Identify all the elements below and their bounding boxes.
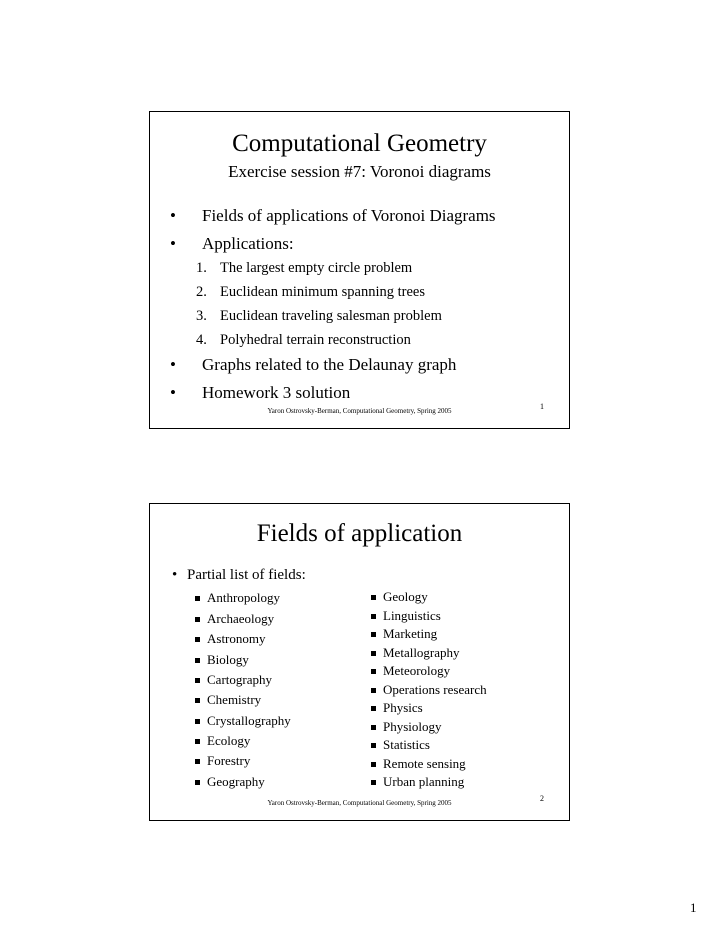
bullet-icon: • bbox=[170, 355, 176, 374]
field-label: Physiology bbox=[383, 719, 442, 734]
item-number: 1. bbox=[196, 260, 207, 276]
bullet-item bbox=[172, 567, 306, 584]
field-item bbox=[371, 719, 442, 735]
slide-page-number: 1 bbox=[540, 402, 544, 411]
field-label: Marketing bbox=[383, 626, 438, 641]
bullet-text: Fields of applications of Voronoi Diagrams bbox=[202, 206, 496, 225]
slide-title: Fields of application bbox=[256, 520, 463, 547]
field-label: Urban planning bbox=[383, 774, 465, 789]
square-bullet-icon bbox=[195, 658, 200, 663]
bullet-item bbox=[170, 206, 496, 226]
field-label: Statistics bbox=[383, 737, 430, 752]
sheet-page-number: 1 bbox=[690, 900, 697, 915]
field-label: Geography bbox=[207, 774, 265, 789]
bullet-text: Graphs related to the Delaunay graph bbox=[202, 355, 457, 374]
field-label: Archaeology bbox=[207, 611, 275, 626]
square-bullet-icon bbox=[195, 678, 200, 683]
field-item bbox=[371, 663, 450, 679]
item-number: 2. bbox=[196, 284, 207, 300]
field-label: Metallography bbox=[383, 645, 460, 660]
slide-title: Computational Geometry bbox=[232, 130, 487, 157]
square-bullet-icon bbox=[371, 688, 376, 693]
bullet-item bbox=[170, 383, 350, 403]
bullet-text: Applications: bbox=[202, 234, 294, 253]
square-bullet-icon bbox=[371, 725, 376, 730]
bullet-item bbox=[170, 234, 294, 254]
field-label: Operations research bbox=[383, 682, 487, 697]
field-item bbox=[195, 652, 249, 668]
field-item bbox=[195, 692, 261, 708]
field-item bbox=[371, 774, 464, 790]
slide-2 bbox=[149, 503, 570, 821]
square-bullet-icon bbox=[195, 617, 200, 622]
slide-1 bbox=[149, 111, 570, 429]
field-item bbox=[371, 645, 460, 661]
field-label: Biology bbox=[207, 652, 249, 667]
square-bullet-icon bbox=[371, 706, 376, 711]
item-text: Euclidean traveling salesman problem bbox=[220, 308, 442, 324]
field-item bbox=[195, 631, 266, 647]
item-number: 3. bbox=[196, 308, 207, 324]
item-number: 4. bbox=[196, 332, 207, 348]
square-bullet-icon bbox=[195, 637, 200, 642]
square-bullet-icon bbox=[195, 780, 200, 785]
field-label: Physics bbox=[383, 700, 423, 715]
field-item bbox=[371, 626, 437, 642]
field-label: Cartography bbox=[207, 672, 272, 687]
bullet-icon: • bbox=[170, 234, 176, 253]
field-item bbox=[371, 756, 466, 772]
field-item bbox=[195, 713, 291, 729]
numbered-item bbox=[196, 332, 411, 349]
square-bullet-icon bbox=[195, 739, 200, 744]
square-bullet-icon bbox=[371, 780, 376, 785]
field-item bbox=[371, 608, 441, 624]
field-item bbox=[371, 682, 487, 698]
square-bullet-icon bbox=[371, 614, 376, 619]
bullet-icon: • bbox=[170, 383, 176, 402]
field-label: Anthropology bbox=[207, 590, 280, 605]
square-bullet-icon bbox=[371, 743, 376, 748]
bullet-icon: • bbox=[172, 567, 178, 583]
numbered-item bbox=[196, 308, 442, 325]
field-label: Chemistry bbox=[207, 692, 262, 707]
square-bullet-icon bbox=[195, 596, 200, 601]
field-label: Linguistics bbox=[383, 608, 441, 623]
field-item bbox=[195, 774, 265, 790]
square-bullet-icon bbox=[371, 762, 376, 767]
bullet-text: Homework 3 solution bbox=[202, 383, 351, 402]
field-label: Remote sensing bbox=[383, 756, 466, 771]
field-label: Ecology bbox=[207, 733, 251, 748]
numbered-item bbox=[196, 284, 425, 301]
item-text: Polyhedral terrain reconstruction bbox=[220, 332, 411, 348]
field-label: Crystallography bbox=[207, 713, 291, 728]
square-bullet-icon bbox=[371, 651, 376, 656]
field-item bbox=[195, 611, 274, 627]
field-label: Meteorology bbox=[383, 663, 451, 678]
bullet-icon: • bbox=[170, 206, 176, 225]
slide-footer: Yaron Ostrovsky-Berman, Computational Geometry, Spring 2005 bbox=[267, 799, 452, 807]
field-label: Geology bbox=[383, 589, 428, 604]
field-item bbox=[195, 753, 250, 769]
field-item bbox=[371, 737, 430, 753]
field-label: Forestry bbox=[207, 753, 251, 768]
numbered-item bbox=[196, 260, 412, 277]
bullet-item bbox=[170, 355, 456, 375]
slide-subtitle: Exercise session #7: Voronoi diagrams bbox=[228, 162, 491, 181]
field-item bbox=[195, 672, 272, 688]
slide-page-number: 2 bbox=[540, 794, 544, 803]
square-bullet-icon bbox=[371, 669, 376, 674]
square-bullet-icon bbox=[371, 595, 376, 600]
field-item bbox=[371, 700, 423, 716]
item-text: Euclidean minimum spanning trees bbox=[220, 284, 425, 300]
square-bullet-icon bbox=[195, 759, 200, 764]
field-item bbox=[195, 733, 250, 749]
field-item bbox=[371, 589, 428, 605]
square-bullet-icon bbox=[195, 698, 200, 703]
square-bullet-icon bbox=[195, 719, 200, 724]
field-item bbox=[195, 590, 280, 606]
field-label: Astronomy bbox=[207, 631, 266, 646]
bullet-text: Partial list of fields: bbox=[187, 567, 306, 583]
slide-footer: Yaron Ostrovsky-Berman, Computational Geometry, Spring 2005 bbox=[267, 407, 452, 415]
item-text: The largest empty circle problem bbox=[220, 260, 413, 276]
square-bullet-icon bbox=[371, 632, 376, 637]
